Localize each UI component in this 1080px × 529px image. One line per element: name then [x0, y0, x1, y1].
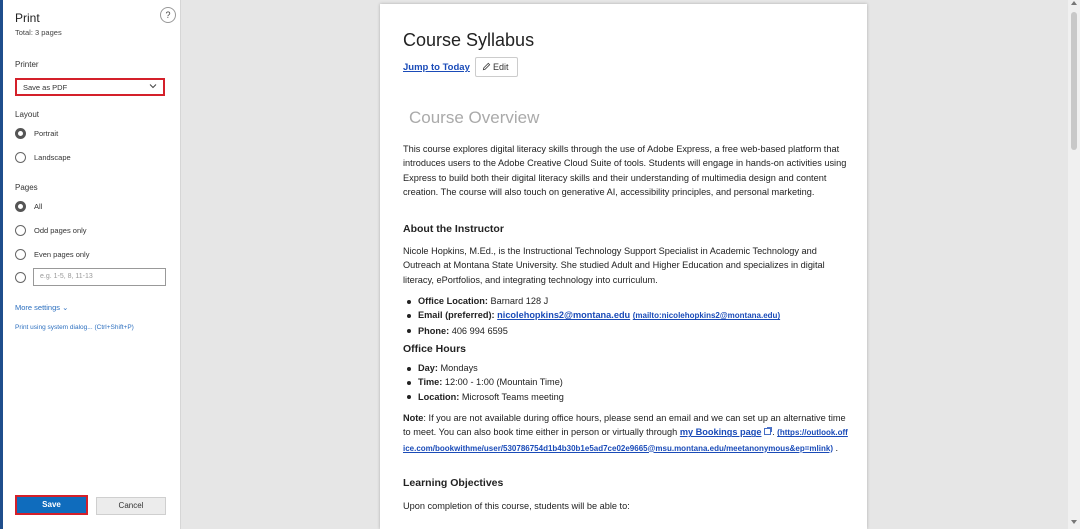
list-item [403, 308, 848, 323]
cancel-button[interactable]: Cancel [96, 497, 166, 515]
print-dialog-panel [3, 0, 181, 529]
bookings-url-link[interactable]: (https://outlook.office.com/bookwithme/user/530786754d1b4b30b1e5ad7ce02e9665@msu.montana.edu/meetanonymous&ep=mlink) [403, 428, 848, 453]
printer-select[interactable] [15, 78, 165, 96]
bookings-link[interactable]: my Bookings page [679, 427, 762, 438]
radio-selected-icon [15, 201, 26, 212]
radio-icon [15, 152, 26, 163]
save-button[interactable]: Save [15, 495, 88, 515]
contact-list [403, 294, 848, 338]
printer-label: Printer [15, 60, 39, 69]
layout-label: Layout [15, 110, 40, 119]
dialog-title: Print [15, 11, 40, 25]
list-item [403, 294, 848, 308]
list-item [403, 361, 848, 375]
system-dialog-link[interactable]: Print using system dialog... (Ctrl+Shift+P) [15, 324, 134, 331]
scroll-down-arrow-icon[interactable] [1071, 520, 1077, 524]
scrollbar[interactable] [1068, 0, 1080, 529]
radio-icon [15, 225, 26, 236]
scroll-up-arrow-icon[interactable] [1071, 1, 1077, 5]
radio-icon [15, 272, 26, 283]
note-label: Note [403, 413, 424, 423]
time-label: Time: [418, 377, 443, 388]
objectives-text: Upon completion of this course, students will be able to: [403, 501, 630, 511]
office-location-value: Barnard 128 J [490, 296, 549, 306]
instructor-text: Nicole Hopkins, M.Ed., is the Instructional Technology Support Specialist in Academic Technology and Outreach at Montana State University. She studied Adult and Higher Education and specializes in digital literacy, ePortfolios, and integrating technology into curriculum. [403, 246, 825, 285]
location-value: Microsoft Teams meeting [461, 391, 564, 402]
total-pages: Total: 3 pages [15, 28, 62, 37]
radio-label: All [34, 202, 43, 211]
learning-objectives-heading: Learning Objectives [403, 477, 504, 489]
email-label: Email (preferred): [418, 310, 495, 321]
external-link-icon [764, 427, 772, 435]
pages-label: Pages [15, 183, 38, 192]
print-preview-page [380, 4, 867, 529]
radio-selected-icon [15, 128, 26, 139]
overview-text: This course explores digital literacy skills through the use of Adobe Express, a free web-based platform that introduces users to the Adobe Creative Cloud Suite of tools. Students will engage in hands-on activities using Express to build both their digital literacy skills and their understanding of multimedia design and content creation. The course will also touch on generative AI, accessibility principles, and personal marketing. [403, 144, 847, 197]
radio-label: Even pages only [34, 250, 90, 259]
location-label: Location: [418, 391, 460, 402]
phone-value: 406 994 6595 [451, 325, 508, 336]
office-location-label: Office Location: [418, 296, 488, 306]
radio-label: Portrait [34, 129, 59, 138]
radio-label: Odd pages only [34, 226, 87, 235]
printer-value: Save as PDF [23, 83, 68, 92]
jump-to-today-link[interactable]: Jump to Today [403, 62, 470, 73]
course-overview-heading: Course Overview [409, 108, 540, 127]
list-item [403, 390, 848, 404]
day-value: Mondays [440, 363, 478, 373]
scroll-thumb[interactable] [1071, 12, 1077, 150]
page-range-input[interactable] [33, 268, 166, 286]
page-range-placeholder: e.g. 1-5, 8, 11-13 [40, 273, 93, 280]
email-mailto-link[interactable]: (mailto:nicolehopkins2@montana.edu) [632, 311, 781, 321]
list-item [403, 324, 848, 338]
day-label: Day: [418, 363, 438, 373]
office-hours-heading: Office Hours [403, 343, 467, 355]
radio-icon [15, 249, 26, 260]
list-item [403, 375, 848, 389]
time-value: 12:00 - 1:00 (Mountain Time) [444, 377, 563, 388]
phone-label: Phone: [418, 325, 450, 336]
more-settings-link[interactable]: More settings ⌄ [15, 303, 69, 312]
chevron-down-icon [149, 82, 157, 90]
note-text: : If you are not available during office hours, please send an email and we can set up an alternative time to meet. You can also book time either in person or virtually through [403, 413, 846, 438]
note-paragraph: Note: If you are not available during office hours, please send an email and we can set up an alternative time to meet. You can also book time either in person or virtually through my Bookings page . (https://outlook.office.com/bookwithme/user/530786754d1b4b30b1e5ad7ce02e9665@msu.montana.edu/meetanonymous&ep=mlink) . [403, 413, 848, 453]
office-hours-list [403, 361, 848, 404]
edit-label: Edit [493, 62, 509, 72]
help-icon[interactable]: ? [160, 7, 176, 23]
email-link[interactable]: nicolehopkins2@montana.edu [497, 310, 631, 321]
page-title: Course Syllabus [403, 30, 535, 50]
pencil-icon [482, 62, 491, 71]
edit-button[interactable] [475, 57, 518, 77]
instructor-heading: About the Instructor [403, 223, 504, 235]
radio-label: Landscape [34, 153, 71, 162]
